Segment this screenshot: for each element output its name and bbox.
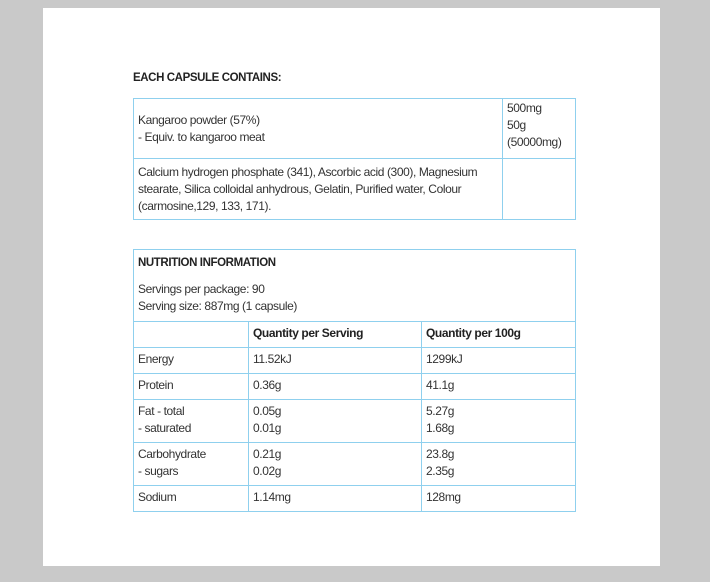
name-value: Fat - total [138, 404, 185, 418]
per100-cell [422, 400, 576, 443]
per100-value: 41.1g [426, 378, 455, 392]
table-row [134, 400, 576, 443]
per100-cell [422, 374, 576, 400]
serving-size: Serving size: 887mg (1 capsule) [138, 299, 298, 313]
serving-value: 1.14mg [253, 490, 291, 504]
name-cell [134, 348, 249, 374]
table-row [134, 486, 576, 512]
nutrition-table [133, 249, 576, 512]
name-cell [134, 443, 249, 486]
table-row [134, 250, 576, 322]
amount-line: 50g [507, 118, 526, 132]
amount-line: 500mg [507, 101, 542, 115]
amount-cell [503, 159, 576, 220]
serving-cell [249, 486, 422, 512]
column-header: Quantity per 100g [422, 322, 576, 348]
ingredient-cell [134, 99, 503, 159]
serving-value: 0.21g [253, 447, 282, 461]
per100-cell [422, 486, 576, 512]
nutrition-header-cell [134, 250, 576, 322]
serving-value: 0.36g [253, 378, 282, 392]
per100-cell [422, 348, 576, 374]
serving-value: 0.02g [253, 464, 282, 478]
name-value: - saturated [138, 421, 191, 435]
per100-value: 2.35g [426, 464, 455, 478]
per100-value: 23.8g [426, 447, 455, 461]
excipients-cell: Calcium hydrogen phosphate (341), Ascorbic acid (300), Magnesium stearate, Silica colloidal anhydrous, Gelatin, Purified water, Colour (carmosine,129, 133, 171). [134, 159, 503, 220]
serving-value: 0.05g [253, 404, 282, 418]
table-row [134, 322, 576, 348]
table-row [134, 99, 576, 159]
amount-cell [503, 99, 576, 159]
name-value: Protein [138, 378, 174, 392]
per100-value: 1.68g [426, 421, 455, 435]
name-value: Carbohydrate [138, 447, 206, 461]
ingredient-line: - Equiv. to kangaroo meat [138, 129, 265, 144]
per100-value: 128mg [426, 490, 461, 504]
nutrition-heading: NUTRITION INFORMATION [138, 257, 276, 269]
capsule-heading: EACH CAPSULE CONTAINS: [133, 72, 282, 84]
table-row [134, 159, 576, 220]
per100-value: 1299kJ [426, 352, 463, 366]
column-header: Quantity per Serving [249, 322, 422, 348]
capsule-contents-table [133, 98, 576, 220]
name-cell [134, 374, 249, 400]
column-header [134, 322, 249, 348]
per100-cell [422, 443, 576, 486]
serving-cell [249, 348, 422, 374]
table-row [134, 374, 576, 400]
serving-value: 0.01g [253, 421, 282, 435]
servings-per-package: Servings per package: 90 [138, 282, 265, 296]
per100-value: 5.27g [426, 404, 455, 418]
name-cell [134, 400, 249, 443]
name-cell [134, 486, 249, 512]
serving-cell [249, 443, 422, 486]
name-value: Sodium [138, 490, 177, 504]
table-row [134, 443, 576, 486]
serving-value: 11.52kJ [253, 352, 292, 366]
name-value: - sugars [138, 464, 179, 478]
table-row [134, 348, 576, 374]
serving-cell [249, 374, 422, 400]
ingredient-line: Kangaroo powder (57%) [138, 112, 260, 127]
name-value: Energy [138, 352, 174, 366]
amount-line: (50000mg) [507, 135, 562, 149]
serving-cell [249, 400, 422, 443]
